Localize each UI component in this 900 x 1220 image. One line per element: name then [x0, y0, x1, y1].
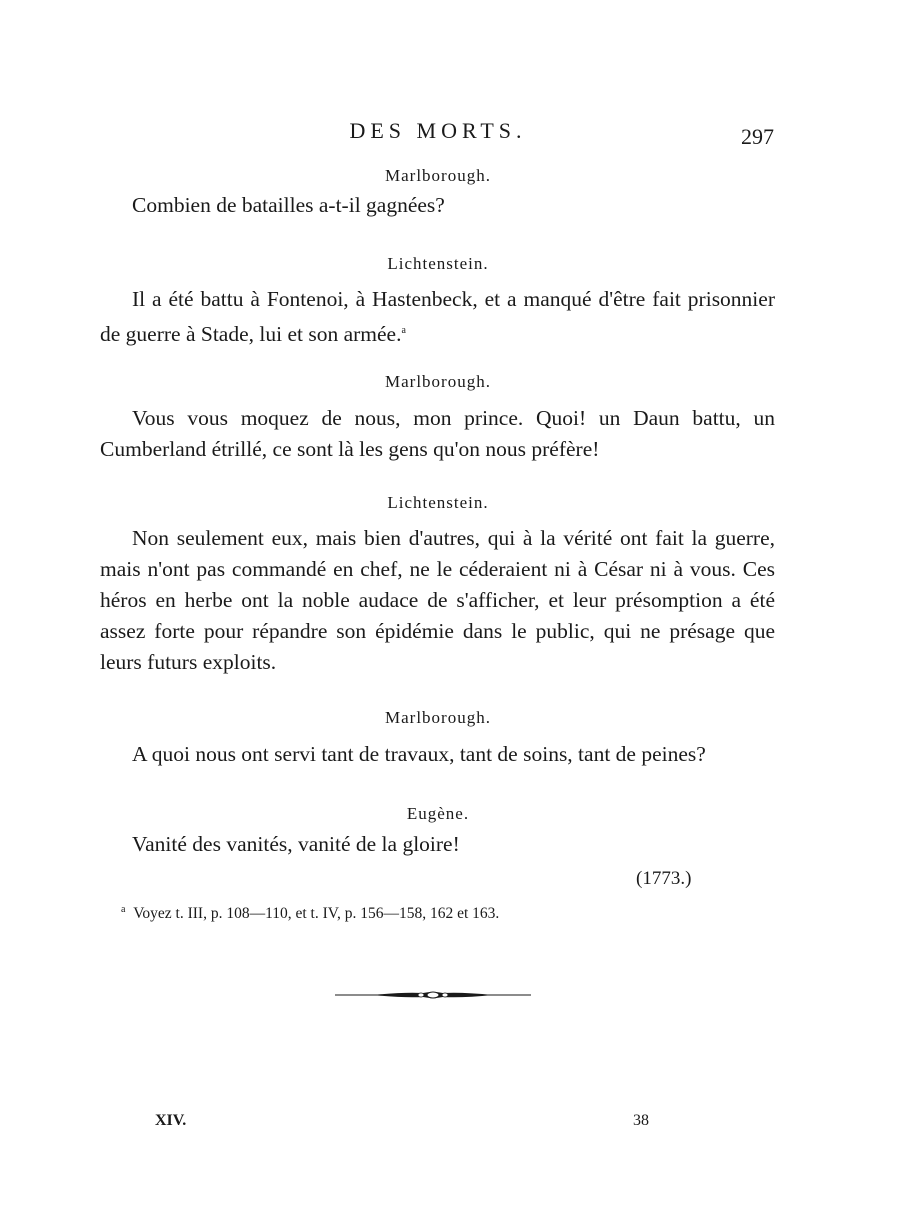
speech-content: Il a été battu à Fontenoi, à Hastenbeck, et a manqué d'être fait prisonnier de guerre à Stade, lui et son armée. [100, 287, 775, 347]
speaker-name: Marlborough. [385, 372, 491, 391]
speech-text: Combien de batailles a-t-il gagnées? [132, 193, 445, 217]
signature-mark: XIV. [155, 1112, 187, 1129]
running-head: DES MORTS. [349, 118, 527, 143]
speaker-name: Lichtenstein. [387, 254, 489, 273]
speaker-name: Lichtenstein. [387, 493, 489, 512]
folio-number: 38 [633, 1112, 649, 1129]
speech-text [100, 284, 775, 350]
page-number: 297 [741, 124, 774, 149]
date: (1773.) [636, 868, 692, 889]
footnote-marker: a [121, 904, 126, 915]
speech-text: Vous vous moquez de nous, mon prince. Quoi! un Daun battu, un Cumberland étrillé, ce sont là les gens qu'on nous préfère! [100, 406, 775, 461]
footnote-reference: a [401, 325, 406, 336]
speaker-name: Marlborough. [385, 708, 491, 727]
speech-text: Vanité des vanités, vanité de la gloire! [132, 832, 460, 856]
speech-text: Non seulement eux, mais bien d'autres, qui à la vérité ont fait la guerre, mais n'ont pas commandé en chef, ne le céderaient ni à César ni à vous. Ces héros en herbe ont la noble audace de s'afficher, et leur présomption a été assez forte pour répandre son épidémie dans le public, qui ne présage que leurs futurs exploits. [100, 526, 775, 674]
footnote [121, 904, 499, 923]
ornament-divider-icon [333, 985, 533, 1005]
speech-text: A quoi nous ont servi tant de travaux, tant de soins, tant de peines? [132, 742, 706, 766]
speaker-name: Marlborough. [385, 166, 491, 185]
footnote-text: Voyez t. III, p. 108—110, et t. IV, p. 156—158, 162 et 163. [133, 905, 500, 923]
speaker-name: Eugène. [406, 804, 470, 823]
